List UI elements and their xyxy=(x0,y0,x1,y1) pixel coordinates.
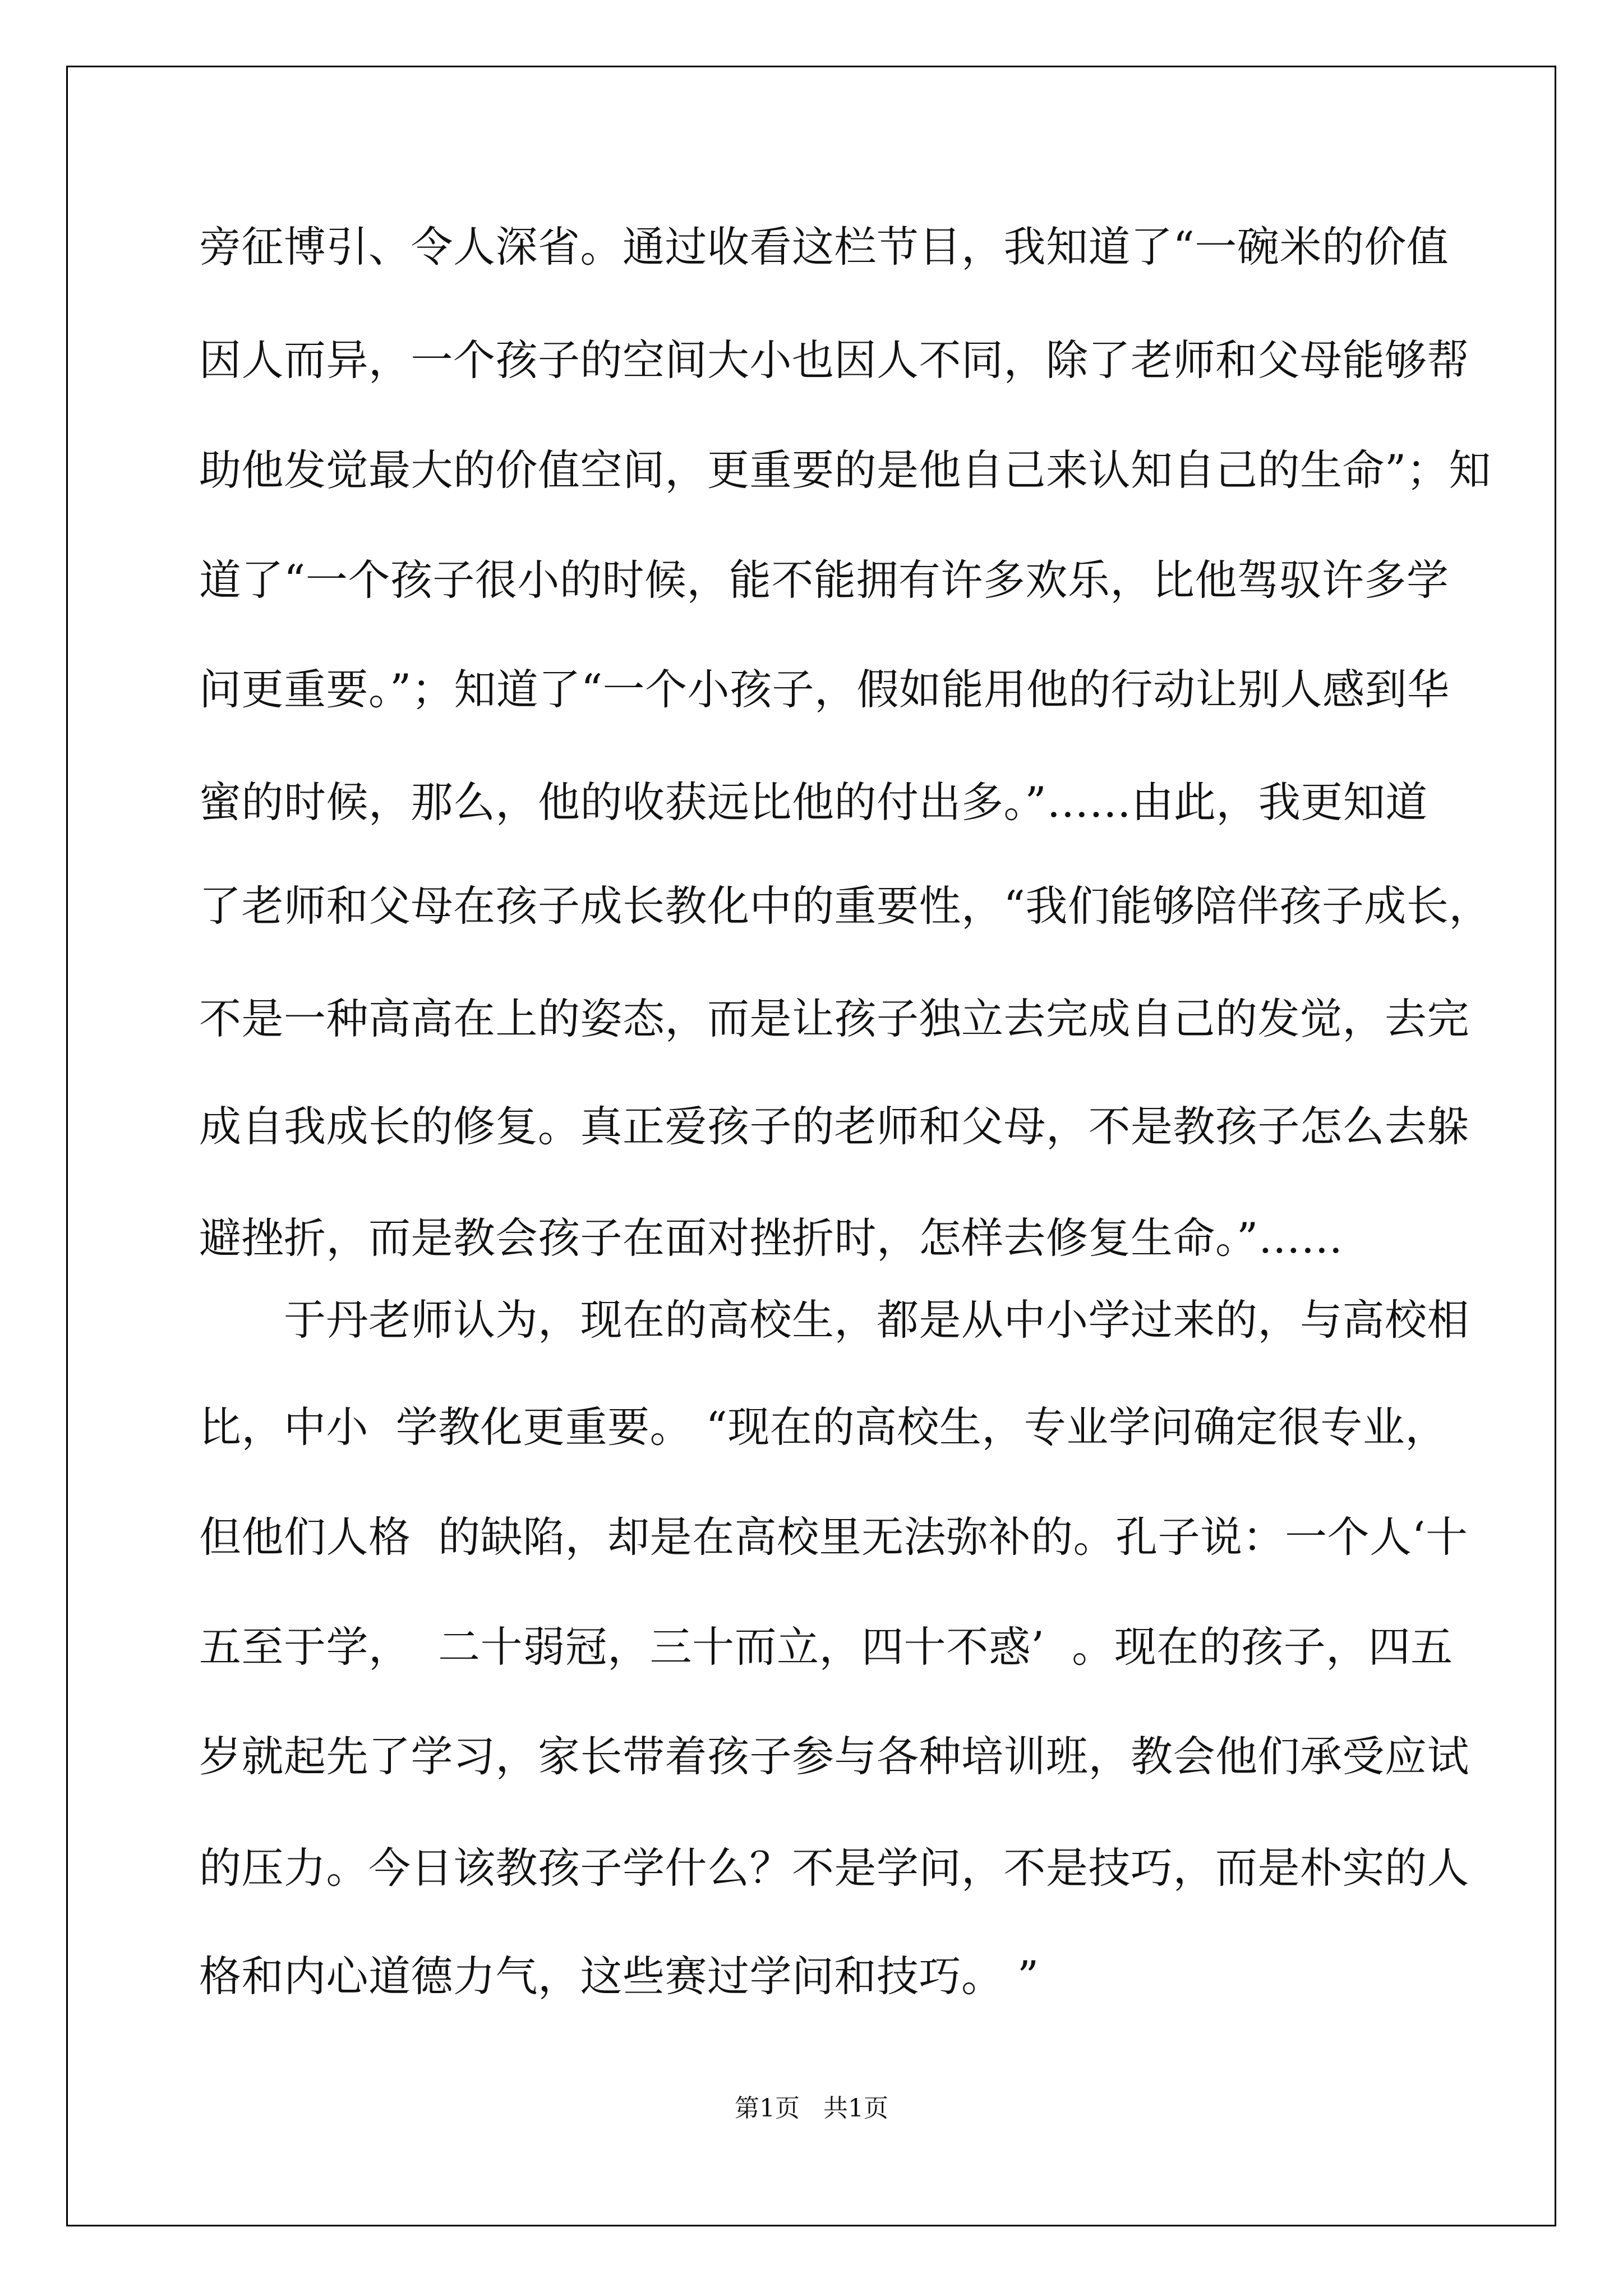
body-text-line: 五至于学， 二十弱冠，三十而立，四十不惑’ 。现在的孩子，四五 xyxy=(199,1622,1453,1672)
body-text-line: 于丹老师认为，现在的高校生，都是从中小学过来的，与高校相 xyxy=(199,1295,1470,1345)
page-number-footer: 第1页 共1页 xyxy=(735,2094,888,2123)
body-text-line: 岁就起先了学习，家长带着孩子参与各种培训班，教会他们承受应试 xyxy=(199,1732,1470,1781)
body-text-line: 蜜的时候，那么，他的收获远比他的付出多。”……由此，我更知道 xyxy=(199,777,1428,827)
body-text-line: 但他们人格 的缺陷，却是在高校里无法弥补的。孔子说：一个人‘十 xyxy=(199,1512,1468,1562)
body-text-line: 因人而异，一个孩子的空间大小也因人不同，除了老师和父母能够帮 xyxy=(199,335,1470,385)
body-text-line: 了老师和父母在孩子成长教化中的重要性，“我们能够陪伴孩子成长， xyxy=(199,881,1491,931)
body-text-line: 比，中小 学教化更重要。 “现在的高校生，专业学问确定很专业， xyxy=(199,1402,1447,1452)
body-text-line: 格和内心道德力气，这些赛过学问和技巧。 ” xyxy=(199,1952,1039,2001)
body-text-line: 助他发觉最大的价值空间，更重要的是他自己来认知自己的生命”；知 xyxy=(199,445,1491,495)
body-text-line: 的压力。今日该教孩子学什么？不是学问，不是技巧，而是朴实的人 xyxy=(199,1843,1470,1893)
body-text-line: 道了“一个孩子很小的时候，能不能拥有许多欢乐，比他驾驭许多学 xyxy=(199,555,1449,605)
body-text-line: 问更重要。”；知道了“一个小孩子，假如能用他的行动让别人感到华 xyxy=(199,665,1450,714)
body-text-line: 避挫折，而是教会孩子在面对挫折时，怎样去修复生命。”…… xyxy=(199,1213,1343,1263)
body-text-line: 不是一种高高在上的姿态，而是让孩子独立去完成自己的发觉，去完 xyxy=(199,994,1470,1043)
body-text-line: 旁征博引、令人深省。通过收看这栏节目，我知道了“一碗米的价值 xyxy=(199,222,1449,272)
body-text-line: 成自我成长的修复。真正爱孩子的老师和父母，不是教孩子怎么去躲 xyxy=(199,1102,1470,1151)
